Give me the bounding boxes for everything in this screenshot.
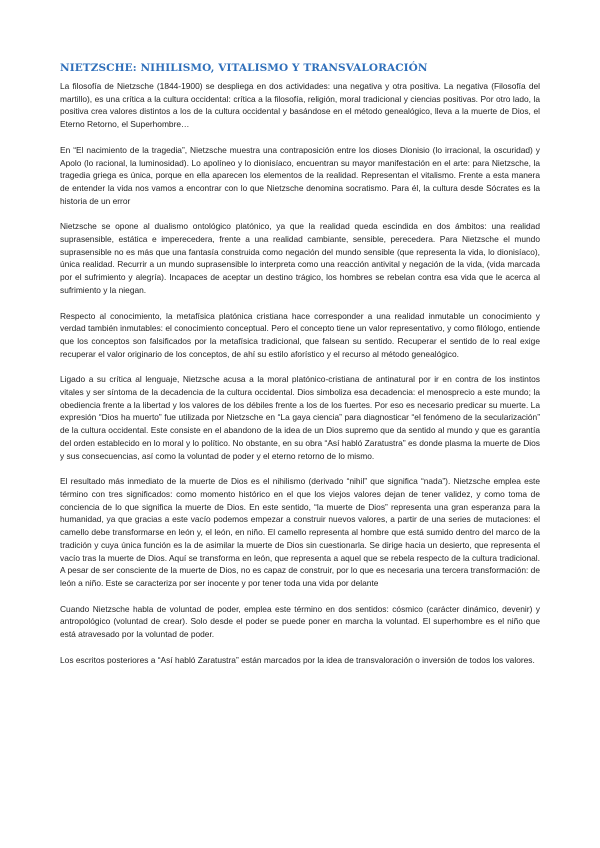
document-page xyxy=(60,62,540,679)
paragraph-nihilism: El resultado más inmediato de la muerte de Dios es el nihilismo (derivado “nihil” que significa “nada”). Nietzsche emplea este término con tres significados: como momento histórico en el que los viejos valores dejan de tener validez, y como toma de conciencia de lo que significa la muerte de Dios. En este sentido, “la muerte de Dios” representa una gran esperanza para la humanidad, ya que gracias a este vacío podemos empezar a construir nuevos valores, a partir de una series de mutaciones: el camello debe transformarse en león y, el león, en niño. El camello representa al hombre que está sumido dentro del marco de la tradición y cuya única función es la de asimilar la muerte de Dios sin cuestionarla. Se dirige hacia un desierto, que representa el vacío tras la muerte de Dios. Aquí se transforma en león, que representa a aquel que se rebela respecto de la cultura tradicional. A pesar de ser consciente de la muerte de Dios, no es capaz de construir, por lo que es necesaria una tercera transformación: de león a niño. Este se caracteriza por ser inocente y por tener toda una vida por delante xyxy=(60,476,540,588)
paragraph-will-to-power: Cuando Nietzsche habla de voluntad de poder, emplea este término en dos sentidos: cósmico (carácter dinámico, devenir) y antropológico (voluntad de crear). Solo desde el poder se puede poner en marcha la voluntad. El superhombre es el niño que está atravesado por la voluntad de poder. xyxy=(60,603,540,640)
paragraph-morality: Ligado a su crítica al lenguaje, Nietzsche acusa a la moral platónico-cristiana de antinatural por ir en contra de los instintos vitales y ser síntoma de la decadencia de la cultura occidental. Dios simboliza esa decadencia: el menosprecio a este mundo; la obediencia frente a la libertad y los valores de los débiles frente a los de los fuertes. Por eso es necesario predicar su muerte. La expresión “Dios ha muerto” fue utilizada por Nietzsche en “La gaya ciencia” para diagnosticar “el fenómeno de la secularización” de la cultura occidental. Este consiste en el abandono de la idea de un Dios supremo que da sentido al mundo y que es garantía del orden establecido en lo moral y lo político. No obstante, en su obra “Así habló Zaratustra” es donde plasma la muerte de Dios y sus consecuencias, así como la voluntad de poder y el eterno retorno de lo mismo. xyxy=(60,374,540,461)
paragraph-tragedy: En “El nacimiento de la tragedia”, Nietzsche muestra una contraposición entre los dioses Dionisio (lo irracional, la oscuridad) y Apolo (lo racional, la luminosidad). Lo apolíneo y lo dionisíaco, encuentran su mayor manifestación en el arte: para Nietzsche, la tragedia griega es única, porque en ella aparecen los elementos de la realidad. Representan el vitalismo. Frente a esta manera de entender la vida nos vamos a encontrar con lo que Nietzsche denomina socratismo. Para él, la cultura desde Sócrates es la historia de un error xyxy=(60,144,540,206)
paragraph-knowledge: Respecto al conocimiento, la metafísica platónica cristiana hace corresponder a una realidad inmutable un conocimiento y verdad también inmutables: el conocimiento conceptual. Pero el concepto tiene un valor representativo, y como filólogo, entiende que los conceptos son falsificados por la metafísica tradicional, que falsean su sentido. Recuperar el sentido de lo real exige recuperar el valor originario de los conceptos, de ahí su estilo aforístico y el recurso al método genealógico. xyxy=(60,310,540,359)
paragraph-dualism: Nietzsche se opone al dualismo ontológico platónico, ya que la realidad queda escindida en dos ámbitos: una realidad suprasensible, estática e imperecedera, frente a una realidad cambiante, sensible, perecedera. Para Nietzsche el mundo suprasensible no es más que una fantasía construida como negación del mundo sensible (que representa la vida, lo dionisíaco), única realidad. Recurrir a un mundo suprasensible lo interpreta como una reacción antivital y negación de la vida, (vida marcada por el sufrimiento y alegría). Incapaces de aceptar un destino trágico, los hombres se rebelan contra esa vida que le acerca al sufrimiento y la niegan. xyxy=(60,221,540,295)
document-title: NIETZSCHE: NIHILISMO, VITALISMO Y TRANSVALORACIÓN xyxy=(60,62,428,74)
paragraph-transvaluation: Los escritos posteriores a “Así habló Zaratustra” están marcados por la idea de transvaloración o inversión de todos los valores. xyxy=(60,654,535,665)
paragraph-intro: La filosofía de Nietzsche (1844-1900) se despliega en dos actividades: una negativa y otra positiva. La negativa (Filosofía del martillo), es una crítica a la cultura occidental: crítica a la filosofía, religión, moral tradicional y ciencias positivas. Por otro lado, la positiva crea valores distintos a los de la cultura occidental y basándose en el método genealógico, lleva a la muerte de Dios, el Eterno Retorno, el Superhombre… xyxy=(60,81,540,130)
